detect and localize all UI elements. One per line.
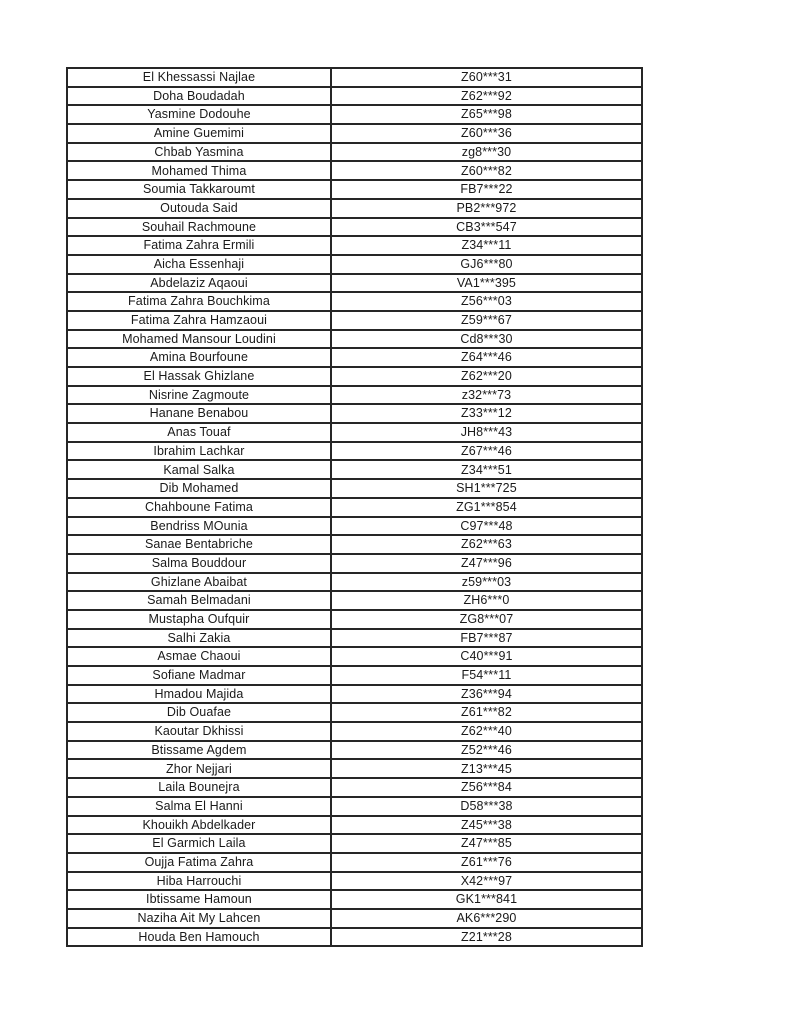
masked-id-cell: Z61***82 — [331, 703, 642, 722]
masked-id-cell: Z52***46 — [331, 741, 642, 760]
person-name-cell: Soumia Takkaroumt — [67, 180, 331, 199]
person-name-cell: Ghizlane Abaibat — [67, 573, 331, 592]
masked-id-cell: Z59***67 — [331, 311, 642, 330]
person-name-cell: Abdelaziz Aqaoui — [67, 274, 331, 293]
person-name-cell: Kamal Salka — [67, 460, 331, 479]
person-name-cell: Outouda Said — [67, 199, 331, 218]
table-row — [67, 759, 642, 778]
table-row — [67, 330, 642, 349]
masked-id-cell: Cd8***30 — [331, 330, 642, 349]
masked-id-cell: C40***91 — [331, 647, 642, 666]
masked-id-cell: zg8***30 — [331, 143, 642, 162]
person-name-cell: Chbab Yasmina — [67, 143, 331, 162]
person-name-cell: Salma Bouddour — [67, 554, 331, 573]
masked-id-cell: Z62***92 — [331, 87, 642, 106]
person-name-cell: Oujja Fatima Zahra — [67, 853, 331, 872]
masked-id-cell: ZH6***0 — [331, 591, 642, 610]
masked-id-cell: Z34***51 — [331, 460, 642, 479]
masked-id-cell: ZG1***854 — [331, 498, 642, 517]
table-row — [67, 404, 642, 423]
masked-id-cell: Z62***63 — [331, 535, 642, 554]
masked-id-cell: Z34***11 — [331, 236, 642, 255]
person-name-cell: Sanae Bentabriche — [67, 535, 331, 554]
person-name-cell: Amina Bourfoune — [67, 348, 331, 367]
table-row — [67, 161, 642, 180]
person-name-cell: Souhail Rachmoune — [67, 218, 331, 237]
table-row — [67, 591, 642, 610]
table-row — [67, 517, 642, 536]
masked-id-cell: Z62***20 — [331, 367, 642, 386]
table-row — [67, 180, 642, 199]
person-name-cell: Hiba Harrouchi — [67, 872, 331, 891]
table-row — [67, 124, 642, 143]
masked-id-cell: Z61***76 — [331, 853, 642, 872]
person-name-cell: Amine Guemimi — [67, 124, 331, 143]
masked-id-cell: Z45***38 — [331, 816, 642, 835]
table-row — [67, 666, 642, 685]
person-name-cell: Ibrahim Lachkar — [67, 442, 331, 461]
masked-id-cell: VA1***395 — [331, 274, 642, 293]
masked-id-cell: C97***48 — [331, 517, 642, 536]
person-name-cell: Zhor Nejjari — [67, 759, 331, 778]
person-name-cell: Dib Ouafae — [67, 703, 331, 722]
table-row — [67, 87, 642, 106]
person-name-cell: Btissame Agdem — [67, 741, 331, 760]
table-row — [67, 199, 642, 218]
table-row — [67, 610, 642, 629]
person-name-cell: Asmae Chaoui — [67, 647, 331, 666]
person-name-cell: Bendriss MOunia — [67, 517, 331, 536]
masked-id-cell: Z60***36 — [331, 124, 642, 143]
person-name-cell: Mohamed Mansour Loudini — [67, 330, 331, 349]
masked-id-cell: Z65***98 — [331, 105, 642, 124]
person-name-cell: Chahboune Fatima — [67, 498, 331, 517]
table-row — [67, 722, 642, 741]
masked-id-cell: Z36***94 — [331, 685, 642, 704]
masked-id-cell: PB2***972 — [331, 199, 642, 218]
masked-id-cell: z32***73 — [331, 386, 642, 405]
person-name-cell: El Khessassi Najlae — [67, 68, 331, 87]
table-row — [67, 573, 642, 592]
masked-id-cell: CB3***547 — [331, 218, 642, 237]
table-row — [67, 535, 642, 554]
table-row — [67, 498, 642, 517]
table-row — [67, 797, 642, 816]
masked-id-cell: GJ6***80 — [331, 255, 642, 274]
table-row — [67, 909, 642, 928]
masked-id-cell: Z47***85 — [331, 834, 642, 853]
person-name-cell: El Garmich Laila — [67, 834, 331, 853]
table-row — [67, 292, 642, 311]
person-name-cell: El Hassak Ghizlane — [67, 367, 331, 386]
table-row — [67, 834, 642, 853]
table-row — [67, 236, 642, 255]
person-name-cell: Fatima Zahra Hamzaoui — [67, 311, 331, 330]
masked-id-cell: ZG8***07 — [331, 610, 642, 629]
person-name-cell: Hmadou Majida — [67, 685, 331, 704]
masked-id-cell: D58***38 — [331, 797, 642, 816]
table-row — [67, 741, 642, 760]
roster-table — [66, 67, 643, 947]
table-row — [67, 703, 642, 722]
person-name-cell: Aicha Essenhaji — [67, 255, 331, 274]
table-row — [67, 68, 642, 87]
person-name-cell: Salhi Zakia — [67, 629, 331, 648]
person-name-cell: Fatima Zahra Ermili — [67, 236, 331, 255]
masked-id-cell: GK1***841 — [331, 890, 642, 909]
masked-id-cell: Z21***28 — [331, 928, 642, 947]
table-row — [67, 647, 642, 666]
table-row — [67, 460, 642, 479]
person-name-cell: Anas Touaf — [67, 423, 331, 442]
masked-id-cell: Z64***46 — [331, 348, 642, 367]
table-row — [67, 629, 642, 648]
table-row — [67, 255, 642, 274]
table-row — [67, 872, 642, 891]
masked-id-cell: Z67***46 — [331, 442, 642, 461]
person-name-cell: Salma El Hanni — [67, 797, 331, 816]
masked-id-cell: Z62***40 — [331, 722, 642, 741]
masked-id-cell: Z47***96 — [331, 554, 642, 573]
table-row — [67, 890, 642, 909]
masked-id-cell: Z56***84 — [331, 778, 642, 797]
person-name-cell: Mustapha Oufquir — [67, 610, 331, 629]
masked-id-cell: FB7***87 — [331, 629, 642, 648]
person-name-cell: Samah Belmadani — [67, 591, 331, 610]
table-row — [67, 386, 642, 405]
person-name-cell: Kaoutar Dkhissi — [67, 722, 331, 741]
masked-id-cell: z59***03 — [331, 573, 642, 592]
table-row — [67, 143, 642, 162]
person-name-cell: Doha Boudadah — [67, 87, 331, 106]
masked-id-cell: Z60***82 — [331, 161, 642, 180]
table-row — [67, 105, 642, 124]
person-name-cell: Khouikh Abdelkader — [67, 816, 331, 835]
person-name-cell: Laila Bounejra — [67, 778, 331, 797]
person-name-cell: Ibtissame Hamoun — [67, 890, 331, 909]
table-row — [67, 853, 642, 872]
table-row — [67, 554, 642, 573]
person-name-cell: Hanane Benabou — [67, 404, 331, 423]
masked-id-cell: Z33***12 — [331, 404, 642, 423]
person-name-cell: Sofiane Madmar — [67, 666, 331, 685]
masked-id-cell: SH1***725 — [331, 479, 642, 498]
table-row — [67, 348, 642, 367]
table-row — [67, 442, 642, 461]
table-row — [67, 479, 642, 498]
table-row — [67, 816, 642, 835]
table-row — [67, 274, 642, 293]
table-row — [67, 367, 642, 386]
masked-id-cell: F54***11 — [331, 666, 642, 685]
masked-id-cell: FB7***22 — [331, 180, 642, 199]
person-name-cell: Yasmine Dodouhe — [67, 105, 331, 124]
table-row — [67, 928, 642, 947]
person-name-cell: Houda Ben Hamouch — [67, 928, 331, 947]
masked-id-cell: Z60***31 — [331, 68, 642, 87]
person-name-cell: Mohamed Thima — [67, 161, 331, 180]
person-name-cell: Fatima Zahra Bouchkima — [67, 292, 331, 311]
person-name-cell: Nisrine Zagmoute — [67, 386, 331, 405]
person-name-cell: Dib Mohamed — [67, 479, 331, 498]
masked-id-cell: JH8***43 — [331, 423, 642, 442]
table-row — [67, 423, 642, 442]
table-row — [67, 218, 642, 237]
roster-table-body — [67, 68, 642, 946]
masked-id-cell: AK6***290 — [331, 909, 642, 928]
masked-id-cell: Z13***45 — [331, 759, 642, 778]
masked-id-cell: X42***97 — [331, 872, 642, 891]
table-row — [67, 311, 642, 330]
masked-id-cell: Z56***03 — [331, 292, 642, 311]
table-row — [67, 685, 642, 704]
person-name-cell: Naziha Ait My Lahcen — [67, 909, 331, 928]
table-row — [67, 778, 642, 797]
